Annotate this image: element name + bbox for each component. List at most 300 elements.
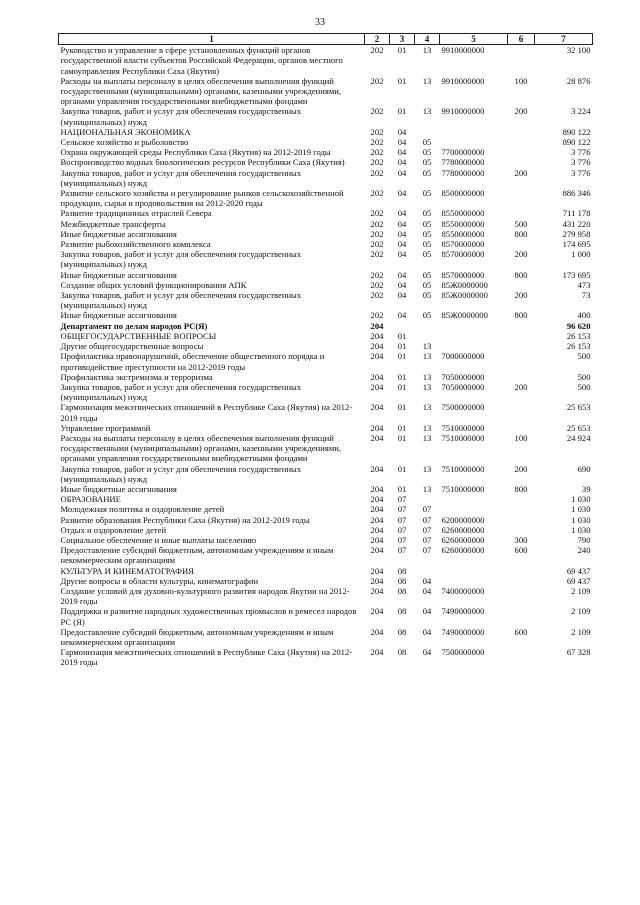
row-expense-type bbox=[508, 423, 535, 433]
row-expense-type bbox=[508, 372, 535, 382]
table-row bbox=[59, 382, 593, 402]
row-expense-type bbox=[508, 188, 535, 208]
row-grbs-code: 204 bbox=[370, 351, 384, 362]
table-row bbox=[59, 515, 593, 525]
row-amount: 500 bbox=[577, 381, 591, 392]
row-name: Воспроизводство водных биологических ресурсов Республики Саха (Якутия) bbox=[60, 157, 345, 168]
row-subsection-code: 13 bbox=[422, 432, 432, 443]
row-subsection-code: 13 bbox=[422, 75, 432, 86]
row-section-code: 04 bbox=[397, 208, 407, 219]
row-target-article: 7500000000 bbox=[441, 402, 485, 413]
row-section-code: 04 bbox=[397, 218, 407, 229]
row-section-code: 04 bbox=[397, 188, 407, 199]
header-col-2: 2 bbox=[365, 34, 390, 45]
row-subsection-code bbox=[415, 566, 440, 576]
row-amount: 690 bbox=[577, 463, 591, 474]
row-amount: 39 bbox=[581, 483, 591, 494]
row-subsection-code bbox=[415, 321, 440, 331]
table-row bbox=[59, 137, 593, 147]
row-target-article: 7510000000 bbox=[441, 483, 485, 494]
row-subsection-code: 13 bbox=[422, 371, 432, 382]
row-name: ОБЩЕГОСУДАРСТВЕННЫЕ ВОПРОСЫ bbox=[60, 330, 217, 341]
row-target-article bbox=[440, 494, 508, 504]
row-target-article: 8570000000 bbox=[441, 249, 485, 260]
row-grbs-code: 204 bbox=[370, 504, 384, 515]
table-row bbox=[59, 525, 593, 535]
budget-table bbox=[58, 33, 593, 668]
row-name: Другие общегосударственные вопросы bbox=[60, 341, 204, 352]
row-amount: 2 109 bbox=[571, 585, 591, 596]
row-name: Профилактика экстремизма и терроризма bbox=[60, 371, 213, 382]
row-subsection-code: 13 bbox=[422, 45, 432, 56]
row-section-code: 04 bbox=[397, 269, 407, 280]
row-amount: 711 178 bbox=[562, 208, 591, 219]
row-expense-type: 100 bbox=[514, 75, 528, 86]
row-name: Иные бюджетные ассигнования bbox=[60, 269, 177, 280]
row-subsection-code: 13 bbox=[422, 341, 432, 352]
row-grbs-code: 204 bbox=[370, 422, 384, 433]
row-amount: 25 653 bbox=[566, 402, 591, 413]
row-grbs-code: 204 bbox=[370, 534, 384, 545]
row-subsection-code: 13 bbox=[422, 422, 432, 433]
row-subsection-code: 13 bbox=[422, 402, 432, 413]
row-target-article: 7490000000 bbox=[441, 626, 485, 637]
row-grbs-code: 204 bbox=[370, 402, 384, 413]
row-subsection-code: 07 bbox=[422, 504, 432, 515]
row-target-article bbox=[440, 331, 508, 341]
header-col-3: 3 bbox=[390, 34, 415, 45]
row-target-article: 7050000000 bbox=[441, 381, 485, 392]
row-name: Молодежная политика и оздоровление детей bbox=[60, 504, 225, 515]
row-amount: 1 030 bbox=[571, 514, 591, 525]
row-section-code: 04 bbox=[397, 249, 407, 260]
row-expense-type bbox=[508, 239, 535, 249]
row-amount: 1 000 bbox=[571, 249, 591, 260]
row-target-article bbox=[440, 504, 508, 514]
row-grbs-code: 204 bbox=[370, 565, 384, 576]
row-expense-type: 200 bbox=[514, 381, 528, 392]
row-subsection-code: 07 bbox=[422, 514, 432, 525]
row-target-article: 7780000000 bbox=[441, 167, 485, 178]
row-name: Социальное обеспечение и иные выплаты населению bbox=[60, 534, 257, 545]
row-amount: 67 328 bbox=[566, 647, 591, 658]
row-grbs-code: 204 bbox=[370, 494, 384, 505]
table-row bbox=[59, 270, 593, 280]
row-amount: 240 bbox=[577, 545, 591, 556]
row-amount: 3 776 bbox=[571, 167, 591, 178]
row-target-article: 8570000000 bbox=[441, 239, 485, 250]
table-row bbox=[59, 576, 593, 586]
row-expense-type: 600 bbox=[514, 626, 528, 637]
row-section-code: 01 bbox=[397, 351, 407, 362]
row-amount: 886 346 bbox=[562, 188, 591, 199]
row-section-code: 01 bbox=[397, 330, 407, 341]
row-name: Сельское хозяйство и рыболовство bbox=[60, 137, 189, 148]
table-row bbox=[59, 351, 593, 371]
row-grbs-code: 204 bbox=[370, 545, 384, 556]
row-expense-type bbox=[508, 45, 535, 76]
row-expense-type: 800 bbox=[514, 483, 528, 494]
row-target-article: 8500000000 bbox=[441, 188, 485, 199]
table-row bbox=[59, 188, 593, 208]
row-expense-type: 800 bbox=[514, 310, 528, 321]
row-name: Закупка товаров, работ и услуг для обеспечения государственных (муниципальных) нужд bbox=[60, 290, 302, 311]
row-subsection-code: 07 bbox=[422, 534, 432, 545]
row-section-code: 07 bbox=[397, 534, 407, 545]
row-target-article: 7510000000 bbox=[441, 432, 485, 443]
row-amount: 890 122 bbox=[562, 137, 591, 148]
row-name: Охрана окружающей среды Республики Саха (Якутия) на 2012-2019 годы bbox=[60, 147, 331, 158]
row-section-code: 01 bbox=[397, 341, 407, 352]
row-amount: 431 220 bbox=[562, 218, 591, 229]
row-section-code: 04 bbox=[397, 137, 407, 148]
row-amount: 1 030 bbox=[571, 524, 591, 535]
row-subsection-code: 05 bbox=[422, 290, 432, 301]
row-subsection-code: 04 bbox=[422, 606, 432, 617]
row-expense-type: 100 bbox=[514, 432, 528, 443]
row-grbs-code: 202 bbox=[370, 228, 384, 239]
header-bottom-rule bbox=[58, 44, 592, 45]
page-number: 33 bbox=[315, 17, 325, 28]
row-target-article: 7510000000 bbox=[441, 463, 485, 474]
row-amount: 25 653 bbox=[566, 422, 591, 433]
row-name: Предоставление субсидий бюджетным, автономным учреждениям и иным некоммерческим организациям bbox=[60, 626, 334, 647]
row-expense-type bbox=[508, 341, 535, 351]
row-expense-type bbox=[508, 331, 535, 341]
row-grbs-code: 204 bbox=[370, 524, 384, 535]
row-amount: 26 153 bbox=[566, 330, 591, 341]
row-target-article bbox=[440, 576, 508, 586]
table-row bbox=[59, 147, 593, 157]
row-name: Закупка товаров, работ и услуг для обеспечения государственных (муниципальных) нужд bbox=[60, 249, 302, 270]
row-section-code: 01 bbox=[397, 402, 407, 413]
row-subsection-code: 05 bbox=[422, 310, 432, 321]
table-row bbox=[59, 586, 593, 606]
header-col-4: 4 bbox=[415, 34, 440, 45]
table-row bbox=[59, 647, 593, 667]
row-expense-type: 300 bbox=[514, 534, 528, 545]
row-name: НАЦИОНАЛЬНАЯ ЭКОНОМИКА bbox=[60, 126, 191, 137]
table-row bbox=[59, 484, 593, 494]
row-amount: 3 776 bbox=[571, 157, 591, 168]
row-subsection-code bbox=[415, 494, 440, 504]
row-grbs-code: 202 bbox=[370, 249, 384, 260]
row-subsection-code: 13 bbox=[422, 381, 432, 392]
row-expense-type bbox=[508, 321, 535, 331]
row-name: Межбюджетные трансферты bbox=[60, 218, 166, 229]
row-name: Закупка товаров, работ и услуг для обеспечения государственных (муниципальных) нужд bbox=[60, 106, 302, 127]
table-row bbox=[59, 290, 593, 310]
row-name: Создание общих условий функционирования АПК bbox=[60, 279, 247, 290]
row-grbs-code: 202 bbox=[370, 45, 384, 56]
row-amount: 73 bbox=[581, 290, 591, 301]
table-row bbox=[59, 331, 593, 341]
row-grbs-code: 204 bbox=[370, 432, 384, 443]
row-section-code: 07 bbox=[397, 524, 407, 535]
row-expense-type bbox=[508, 515, 535, 525]
row-expense-type: 200 bbox=[514, 249, 528, 260]
row-subsection-code: 05 bbox=[422, 167, 432, 178]
row-expense-type bbox=[508, 566, 535, 576]
row-section-code: 07 bbox=[397, 514, 407, 525]
row-section-code: 04 bbox=[397, 310, 407, 321]
row-target-article: 7500000000 bbox=[441, 647, 485, 658]
table-row bbox=[59, 341, 593, 351]
row-name: Профилактика правонарушений, обеспечение общественного порядка и противодействие преступности на 2012-2019 годы bbox=[60, 351, 325, 372]
row-target-article bbox=[440, 566, 508, 576]
row-grbs-code: 202 bbox=[370, 188, 384, 199]
row-name: Руководство и управление в сфере установленных функций органов государственной власти субъектов Российской Федерации, органов местного самоуправления Республики Саха (Якутия) bbox=[60, 45, 343, 76]
row-section-code: 01 bbox=[397, 45, 407, 56]
row-expense-type bbox=[508, 208, 535, 218]
row-expense-type: 800 bbox=[514, 228, 528, 239]
row-name: Другие вопросы в области культуры, кинематографии bbox=[60, 575, 259, 586]
table-row bbox=[59, 239, 593, 249]
row-subsection-code: 05 bbox=[422, 188, 432, 199]
row-grbs-code: 204 bbox=[370, 463, 384, 474]
row-section-code: 08 bbox=[397, 575, 407, 586]
row-amount: 3 224 bbox=[571, 106, 591, 117]
table-row bbox=[59, 229, 593, 239]
row-amount: 26 153 bbox=[566, 341, 591, 352]
row-subsection-code bbox=[415, 331, 440, 341]
row-name: Развитие традиционных отраслей Севера bbox=[60, 208, 212, 219]
table-row bbox=[59, 249, 593, 269]
row-subsection-code: 05 bbox=[422, 228, 432, 239]
row-grbs-code: 202 bbox=[370, 167, 384, 178]
table-row bbox=[59, 76, 593, 107]
row-section-code: 01 bbox=[397, 381, 407, 392]
row-expense-type bbox=[508, 280, 535, 290]
header-col-7: 7 bbox=[535, 34, 593, 45]
row-amount: 173 695 bbox=[562, 269, 591, 280]
row-subsection-code: 05 bbox=[422, 249, 432, 260]
row-grbs-code: 202 bbox=[370, 269, 384, 280]
row-target-article bbox=[440, 341, 508, 351]
row-expense-type bbox=[508, 647, 535, 667]
table-row bbox=[59, 464, 593, 484]
row-target-article: 6260000000 bbox=[441, 545, 485, 556]
row-grbs-code: 204 bbox=[370, 320, 384, 331]
row-section-code: 04 bbox=[397, 167, 407, 178]
row-target-article: 6200000000 bbox=[441, 514, 485, 525]
row-name: ОБРАЗОВАНИЕ bbox=[60, 494, 121, 505]
row-target-article bbox=[440, 137, 508, 147]
row-section-code bbox=[390, 321, 415, 331]
row-amount: 28 876 bbox=[566, 75, 591, 86]
row-section-code: 07 bbox=[397, 545, 407, 556]
row-section-code: 04 bbox=[397, 239, 407, 250]
row-grbs-code: 204 bbox=[370, 606, 384, 617]
row-subsection-code: 04 bbox=[422, 585, 432, 596]
table-row bbox=[59, 45, 593, 76]
row-subsection-code: 04 bbox=[422, 575, 432, 586]
row-amount: 500 bbox=[577, 351, 591, 362]
table-row bbox=[59, 208, 593, 218]
row-grbs-code: 202 bbox=[370, 239, 384, 250]
row-expense-type bbox=[508, 494, 535, 504]
row-expense-type: 600 bbox=[514, 545, 528, 556]
row-target-article: 7050000000 bbox=[441, 371, 485, 382]
table-row bbox=[59, 606, 593, 626]
row-target-article: 9910000000 bbox=[441, 106, 485, 117]
row-amount: 69 437 bbox=[566, 575, 591, 586]
row-expense-type bbox=[508, 127, 535, 137]
row-grbs-code: 202 bbox=[370, 290, 384, 301]
row-grbs-code: 202 bbox=[370, 279, 384, 290]
row-grbs-code: 202 bbox=[370, 75, 384, 86]
row-amount: 24 924 bbox=[566, 432, 591, 443]
row-grbs-code: 202 bbox=[370, 157, 384, 168]
table-row bbox=[59, 627, 593, 647]
row-name: Иные бюджетные ассигнования bbox=[60, 228, 177, 239]
row-name: Развитие образования Республики Саха (Якутия) на 2012-2019 годы bbox=[60, 514, 310, 525]
row-target-article: 9910000000 bbox=[441, 45, 485, 56]
row-grbs-code: 204 bbox=[370, 585, 384, 596]
table-row bbox=[59, 494, 593, 504]
row-grbs-code: 202 bbox=[370, 147, 384, 158]
row-name: Отдых и оздоровление детей bbox=[60, 524, 167, 535]
row-target-article: 6260000000 bbox=[441, 534, 485, 545]
row-name: Предоставление субсидий бюджетным, автономным учреждениям и иным некоммерческим организациям bbox=[60, 545, 334, 566]
row-name: Развитие рыбохозяйственного комплекса bbox=[60, 239, 211, 250]
row-name: Закупка товаров, работ и услуг для обеспечения государственных (муниципальных) нужд bbox=[60, 167, 302, 188]
row-subsection-code: 07 bbox=[422, 545, 432, 556]
row-grbs-code: 204 bbox=[370, 330, 384, 341]
row-target-article bbox=[440, 321, 508, 331]
row-expense-type: 200 bbox=[514, 167, 528, 178]
row-name: Поддержка и развитие народных художественных промыслов и ремесел народов РС (Я) bbox=[60, 606, 357, 627]
row-target-article: 7700000000 bbox=[441, 147, 485, 158]
header-col-1: 1 bbox=[59, 34, 365, 45]
row-target-article: 8550000000 bbox=[441, 228, 485, 239]
row-amount: 473 bbox=[577, 279, 591, 290]
row-target-article: 6260000000 bbox=[441, 524, 485, 535]
row-grbs-code: 202 bbox=[370, 106, 384, 117]
table-row bbox=[59, 433, 593, 464]
row-amount: 790 bbox=[577, 534, 591, 545]
row-subsection-code bbox=[415, 127, 440, 137]
row-subsection-code: 05 bbox=[422, 147, 432, 158]
row-section-code: 04 bbox=[397, 290, 407, 301]
row-amount: 3 776 bbox=[571, 147, 591, 158]
row-grbs-code: 204 bbox=[370, 647, 384, 658]
row-target-article: 7000000000 bbox=[441, 351, 485, 362]
row-amount: 1 030 bbox=[571, 494, 591, 505]
row-grbs-code: 204 bbox=[370, 575, 384, 586]
row-amount: 400 bbox=[577, 310, 591, 321]
row-subsection-code: 05 bbox=[422, 269, 432, 280]
row-name: КУЛЬТУРА И КИНЕМАТОГРАФИЯ bbox=[60, 565, 194, 576]
row-expense-type bbox=[508, 147, 535, 157]
row-name: Закупка товаров, работ и услуг для обеспечения государственных (муниципальных) нужд bbox=[60, 381, 302, 403]
header-col-5: 5 bbox=[440, 34, 508, 45]
row-grbs-code: 202 bbox=[370, 208, 384, 219]
table-row bbox=[59, 504, 593, 514]
header-col-6: 6 bbox=[508, 34, 535, 45]
row-subsection-code: 04 bbox=[422, 647, 432, 658]
row-target-article: 8550000000 bbox=[441, 208, 485, 219]
row-subsection-code: 13 bbox=[422, 106, 432, 117]
row-target-article: 85Ж0000000 bbox=[441, 310, 488, 321]
table-row bbox=[59, 545, 593, 565]
row-grbs-code: 204 bbox=[370, 483, 384, 494]
row-grbs-code: 204 bbox=[370, 626, 384, 637]
row-section-code: 01 bbox=[397, 371, 407, 382]
table-row bbox=[59, 168, 593, 188]
row-expense-type bbox=[508, 586, 535, 606]
row-expense-type: 800 bbox=[514, 269, 528, 280]
row-subsection-code: 13 bbox=[422, 463, 432, 474]
row-expense-type bbox=[508, 525, 535, 535]
table-row bbox=[59, 423, 593, 433]
row-amount: 174 695 bbox=[562, 239, 591, 250]
row-target-article: 7510000000 bbox=[441, 422, 485, 433]
row-expense-type bbox=[508, 606, 535, 626]
row-expense-type: 200 bbox=[514, 463, 528, 474]
table-row bbox=[59, 219, 593, 229]
row-amount: 96 620 bbox=[566, 320, 591, 331]
row-section-code: 01 bbox=[397, 432, 407, 443]
row-subsection-code: 05 bbox=[422, 157, 432, 168]
row-name: Управление программой bbox=[60, 422, 151, 433]
row-expense-type: 500 bbox=[514, 218, 528, 229]
row-name: Расходы на выплаты персоналу в целях обеспечения выполнения функций государственными (муниципальными) органами, казенными учреждениями, органами управления государственными внебюджетными фондами bbox=[60, 432, 342, 464]
row-grbs-code: 202 bbox=[370, 218, 384, 229]
table-row bbox=[59, 402, 593, 422]
row-section-code: 08 bbox=[397, 585, 407, 596]
row-section-code: 04 bbox=[397, 147, 407, 158]
row-section-code: 01 bbox=[397, 75, 407, 86]
row-section-code: 01 bbox=[397, 106, 407, 117]
row-section-code: 07 bbox=[397, 494, 407, 505]
row-section-code: 01 bbox=[397, 463, 407, 474]
row-amount: 500 bbox=[577, 371, 591, 382]
row-section-code: 08 bbox=[397, 626, 407, 637]
row-name: Иные бюджетные ассигнования bbox=[60, 310, 177, 321]
row-subsection-code: 07 bbox=[422, 524, 432, 535]
row-target-article: 9910000000 bbox=[441, 75, 485, 86]
row-target-article: 85Ж0000000 bbox=[441, 290, 488, 301]
row-name: Гармонизация межэтнических отношений в Республике Саха (Якутия) на 2012-2019 годы bbox=[60, 402, 353, 423]
row-section-code: 01 bbox=[397, 422, 407, 433]
table-row bbox=[59, 106, 593, 126]
row-name: Расходы на выплаты персоналу в целях обеспечения выполнения функций государственными (муниципальными) органами, казенными учреждениями, органами управления государственными внебюджетными фондами bbox=[60, 75, 342, 107]
row-amount: 2 109 bbox=[571, 606, 591, 617]
row-expense-type bbox=[508, 351, 535, 371]
row-expense-type bbox=[508, 504, 535, 514]
row-target-article: 7780000000 bbox=[441, 157, 485, 168]
table-row bbox=[59, 321, 593, 331]
row-subsection-code: 05 bbox=[422, 208, 432, 219]
row-expense-type bbox=[508, 576, 535, 586]
row-section-code: 08 bbox=[397, 565, 407, 576]
table-row bbox=[59, 157, 593, 167]
row-subsection-code: 13 bbox=[422, 483, 432, 494]
row-amount: 32 100 bbox=[566, 45, 591, 56]
row-target-article bbox=[440, 127, 508, 137]
row-section-code: 08 bbox=[397, 647, 407, 658]
row-subsection-code: 05 bbox=[422, 218, 432, 229]
row-amount: 69 437 bbox=[566, 565, 591, 576]
row-subsection-code: 05 bbox=[422, 279, 432, 290]
row-subsection-code: 05 bbox=[422, 137, 432, 148]
table-row bbox=[59, 372, 593, 382]
row-amount: 279 958 bbox=[562, 228, 591, 239]
table-row bbox=[59, 310, 593, 320]
row-amount: 890 122 bbox=[562, 126, 591, 137]
row-amount: 1 030 bbox=[571, 504, 591, 515]
